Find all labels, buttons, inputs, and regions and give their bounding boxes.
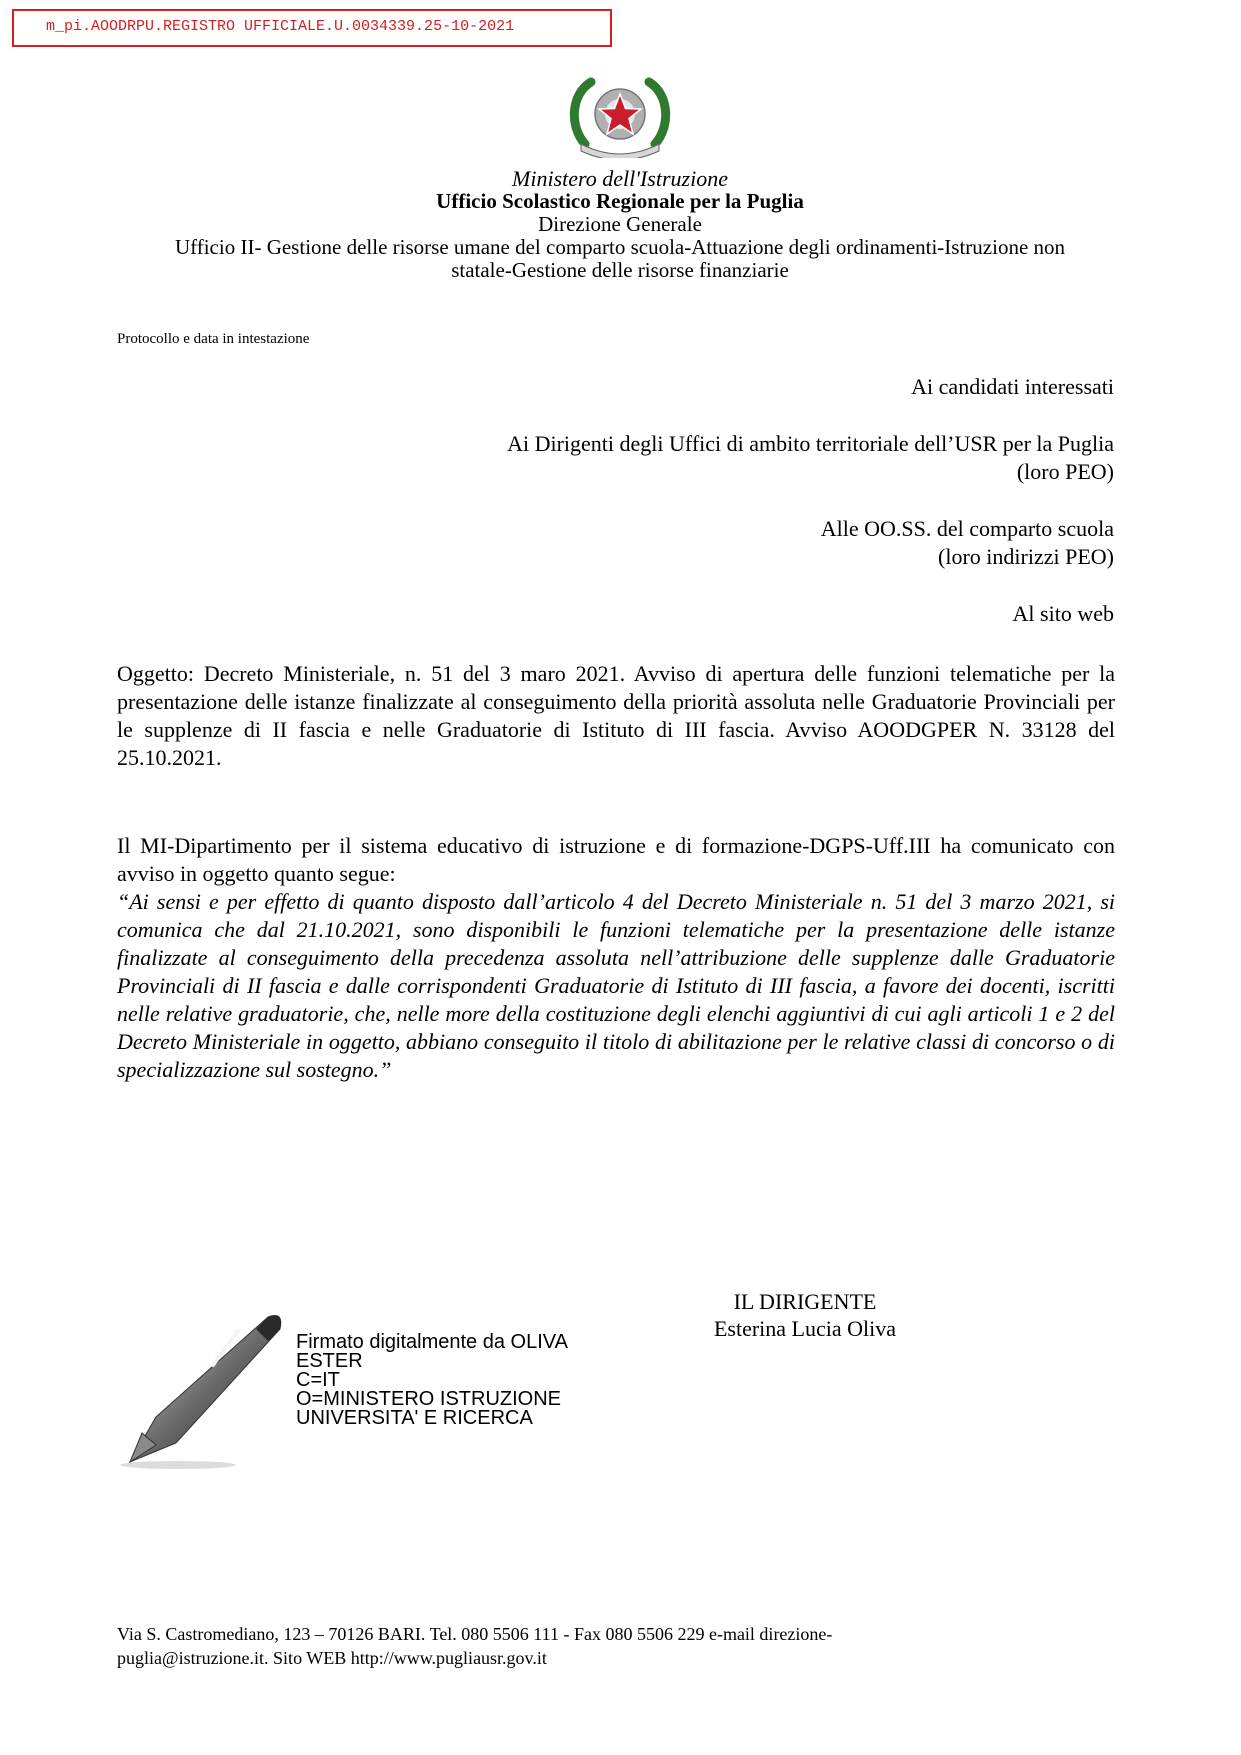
addressee-line: (loro PEO) (1016, 459, 1114, 484)
unit-name-line2: statale-Gestione delle risorse finanziarie (451, 258, 789, 282)
ministry-name: Ministero dell'Istruzione (512, 166, 728, 191)
addressee-line: Ai candidati interessati (911, 374, 1114, 399)
protocol-note: Protocollo e data in intestazione (117, 331, 310, 347)
addressee-item (300, 430, 1114, 486)
italian-republic-emblem-icon (565, 74, 675, 158)
addressee-item (300, 600, 1114, 628)
office-name: Ufficio Scolastico Regionale per la Puglia (436, 189, 804, 213)
signer-title: IL DIRIGENTE (733, 1289, 877, 1314)
footer-address: Via S. Castromediano, 123 – 70126 BARI. Tel. 080 5506 111 - Fax 080 5506 229 e-mail direzione- (117, 1624, 833, 1644)
protocol-stamp: m_pi.AOODRPU.REGISTRO UFFICIALE.U.0034339.25-10-2021 (12, 9, 612, 47)
direction-name: Direzione Generale (538, 212, 702, 236)
subject-paragraph: Oggetto: Decreto Ministeriale, n. 51 del 3 maro 2021. Avviso di apertura delle funzioni telematiche per la presentazione delle istanze finalizzate al conseguimento della priorità assoluta nelle Graduatorie Provinciali per le supplenze di II fascia e nelle Graduatorie di Istituto di III fascia. Avviso AOODGPER N. 33128 del 25.10.2021. (117, 661, 1115, 770)
footer (117, 1622, 1117, 1670)
digital-signature-line: C=IT (296, 1369, 340, 1391)
addressee-item (300, 515, 1114, 571)
pen-icon (118, 1305, 293, 1470)
addressee-line: Ai Dirigenti degli Uffici di ambito territoriale dell’USR per la Puglia (507, 431, 1114, 456)
digital-signature (296, 1333, 568, 1428)
letterhead (100, 167, 1140, 282)
body-text (117, 832, 1115, 1084)
digital-signature-line: UNIVERSITA' E RICERCA (296, 1407, 533, 1429)
body-intro: Il MI-Dipartimento per il sistema educativo di istruzione e di formazione-DGPS-Uff.III ha comunicato con avviso in oggetto quanto segue: (117, 833, 1115, 886)
digital-signature-line: O=MINISTERO ISTRUZIONE (296, 1388, 562, 1410)
digital-signature-line: Firmato digitalmente da OLIVA (296, 1331, 568, 1353)
unit-name-line1: Ufficio II- Gestione delle risorse umane del comparto scuola-Attuazione degli ordinamenti-Istruzione non (174, 235, 1066, 259)
footer-contacts: puglia@istruzione.it. Sito WEB http://www.pugliausr.gov.it (117, 1648, 547, 1668)
body-quote: “Ai sensi e per effetto di quanto disposto dall’articolo 4 del Decreto Ministeriale n. 51 del 3 marzo 2021, si comunica che dal 21.10.2021, sono disponibili le funzioni telematiche per la presentazione delle istanze finalizzate al conseguimento della precedenza assoluta nell’attribuzione delle supplenze dalle Graduatorie Provinciali di II fascia e dalle corrispondenti Graduatorie di Istituto di III fascia, a favore dei docenti, iscritti nelle relative graduatorie, che, nelle more della costituzione degli elenchi aggiuntivi di cui agli articoli 1 e 2 del Decreto Ministeriale in oggetto, abbiano conseguito il titolo di abilitazione per le relative classi di concorso o di specializzazione sul sostegno.” (117, 889, 1115, 1082)
signer-name: Esterina Lucia Oliva (713, 1316, 897, 1341)
addressee-list (300, 373, 1114, 657)
addressee-line: Al sito web (1012, 601, 1114, 626)
addressee-line: (loro indirizzi PEO) (938, 544, 1114, 569)
signature-block (690, 1288, 920, 1342)
addressee-item (300, 373, 1114, 401)
digital-signature-line: ESTER (296, 1350, 363, 1372)
addressee-line: Alle OO.SS. del comparto scuola (820, 516, 1114, 541)
